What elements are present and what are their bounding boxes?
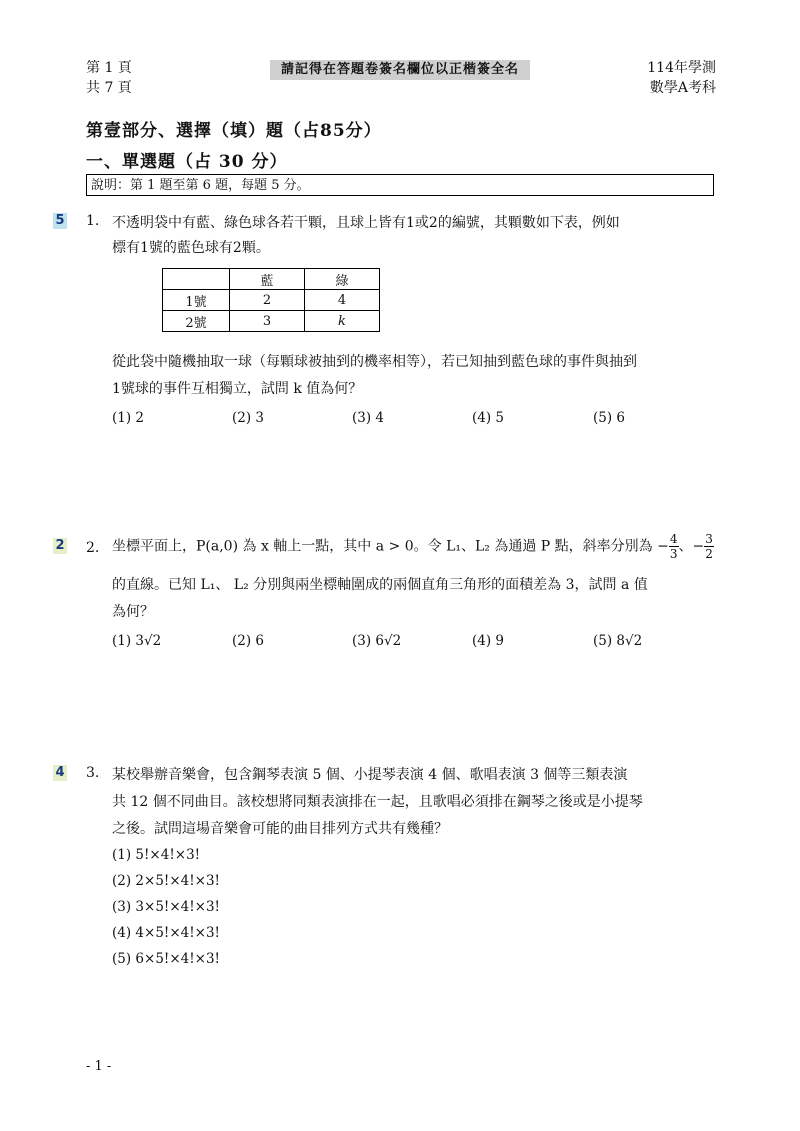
instructions-box: 說明：第 1 題至第 6 題，每題 5 分。 [86, 174, 714, 196]
question-text: 標有1號的藍色球有2顆。 [112, 240, 270, 256]
fraction-numerator: 3 [705, 532, 713, 546]
page-number: - 1 - [86, 1059, 112, 1074]
question-text: 1號球的事件互相獨立，試問 k 值為何？ [112, 381, 363, 397]
question-number: 3. [86, 765, 100, 781]
question-text: 的直線。已知 L₁、 L₂ 分別與兩坐標軸圍成的兩個直角三角形的面積差為 3，試問 a 值 [112, 577, 648, 593]
option-1: (1) 5!×4!×3! [112, 847, 201, 863]
question-text: 某校舉辦音樂會，包含鋼琴表演 5 個、小提琴表演 4 個、歌唱表演 3 個等三類表演 [112, 767, 628, 783]
option-3: (3) 6√2 [352, 633, 402, 649]
option-5: (5) 6×5!×4!×3! [112, 951, 220, 967]
option-2: (2) 6 [232, 633, 265, 649]
subject-label: 數學A考科 [649, 80, 716, 96]
question-text: 共 12 個不同曲目。該校想將同類表演排在一起，且歌唱必須排在鋼琴之後或是小提琴 [112, 794, 643, 810]
option-2: (2) 3 [232, 410, 265, 426]
table-cell: 3 [230, 311, 305, 332]
slope-fraction [669, 532, 679, 561]
table-header-cell: 綠 [305, 269, 380, 290]
fraction-numerator: 4 [669, 532, 678, 546]
table-row-header: 2號 [163, 311, 230, 332]
option-5: (5) 6 [593, 410, 626, 426]
table-cell [163, 269, 230, 290]
section-title: 一、單選題（占 30 分） [86, 152, 288, 172]
option-1: (1) 3√2 [112, 633, 162, 649]
fraction-denominator: 3 [669, 547, 678, 561]
question-text: 坐標平面上，P(a,0) 為 x 軸上一點，其中 a > 0。令 L₁、L₂ 為通過 P 點，斜率分別為 − [112, 538, 669, 555]
question-number: 1. [86, 213, 100, 229]
answer-badge: 2 [53, 538, 67, 554]
option-2: (2) 2×5!×4!×3! [112, 873, 220, 889]
option-4: (4) 9 [472, 633, 505, 649]
table-row-header: 1號 [163, 290, 230, 311]
table-cell: 4 [305, 290, 380, 311]
table-row [163, 269, 380, 290]
question-number: 2. [86, 540, 100, 556]
option-4: (4) 5 [472, 410, 505, 426]
table-header-cell: 藍 [230, 269, 305, 290]
option-1: (1) 2 [112, 410, 145, 426]
slope-fraction [704, 532, 714, 561]
separator: 、− [678, 538, 705, 555]
total-pages-label: 共 7 頁 [86, 80, 132, 96]
part-title: 第壹部分、選擇（填）題（占85分） [86, 121, 382, 141]
option-4: (4) 4×5!×4!×3! [112, 925, 220, 941]
option-5: (5) 8√2 [593, 633, 643, 649]
question-text: 不透明袋中有藍、綠色球各若干顆，且球上皆有1或2的編號，其顆數如下表，例如 [112, 215, 620, 231]
signature-notice: 請記得在答題卷簽名欄位以正楷簽全名 [270, 60, 530, 80]
exam-year: 114年學測 [647, 60, 716, 76]
question-text: 之後。試問這場音樂會可能的曲目排列方式共有幾種？ [112, 821, 448, 837]
ball-count-table [162, 268, 380, 332]
table-row [163, 290, 380, 311]
table-cell: 2 [230, 290, 305, 311]
answer-badge: 5 [53, 213, 67, 229]
question-text: 為何？ [112, 604, 154, 620]
option-3: (3) 3×5!×4!×3! [112, 899, 220, 915]
option-3: (3) 4 [352, 410, 385, 426]
table-row [163, 311, 380, 332]
table-cell: k [305, 311, 380, 332]
question-text: 從此袋中隨機抽取一球（每顆球被抽到的機率相等），若已知抽到藍色球的事件與抽到 [112, 354, 637, 370]
question-text-line [112, 532, 714, 561]
page-label: 第 1 頁 [86, 60, 132, 76]
fraction-denominator: 2 [705, 547, 713, 561]
answer-badge: 4 [53, 765, 67, 781]
